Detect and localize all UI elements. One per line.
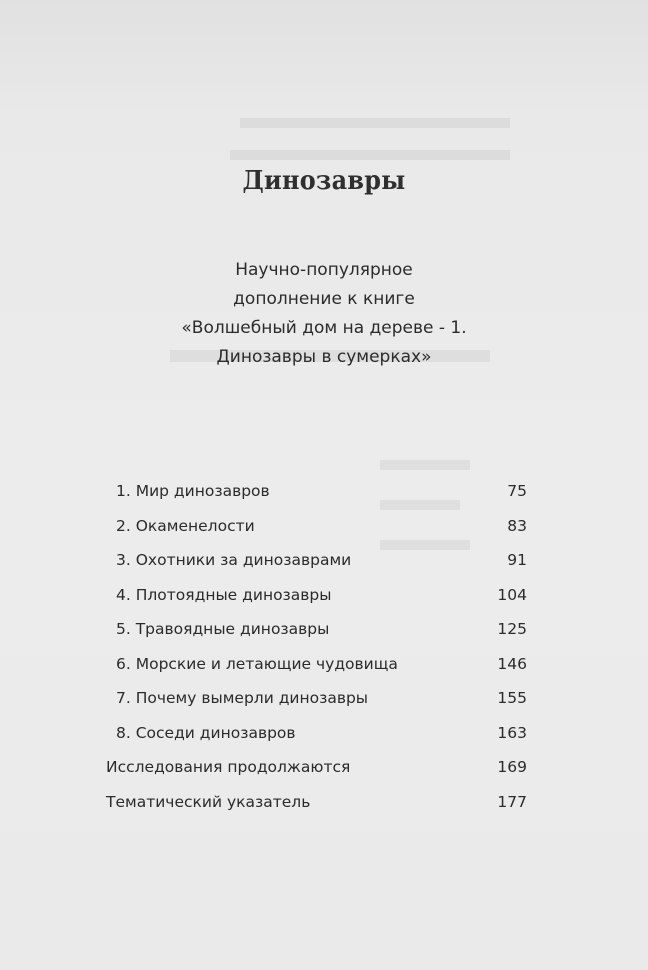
toc-entry-page: 125 [497, 620, 527, 638]
toc-entry-title: 8. Соседи динозавров [116, 723, 296, 742]
toc-entry-title: 2. Окаменелости [116, 516, 255, 535]
subtitle-block [0, 256, 648, 372]
toc-entry [0, 785, 648, 820]
subtitle-line: дополнение к книге [233, 289, 415, 309]
toc-entry [0, 681, 648, 716]
toc-entry [0, 716, 648, 751]
toc-entry-page: 104 [497, 585, 527, 604]
toc-entry-title: 5. Травоядные динозавры [116, 620, 330, 638]
toc-entry-page: 146 [497, 654, 527, 673]
toc-entry-title: Тематический указатель [106, 792, 311, 811]
toc-entry-page: 83 [507, 516, 527, 535]
toc-entry [0, 509, 648, 544]
toc-entry-page: 155 [497, 689, 527, 707]
toc-entry [0, 612, 648, 647]
toc-entry-page: 163 [497, 723, 527, 742]
toc-entry [0, 543, 648, 578]
toc-entry-title: 1. Мир динозавров [116, 482, 270, 500]
toc-entry-title: 7. Почему вымерли динозавры [116, 689, 369, 707]
toc-entry-page: 177 [497, 792, 527, 811]
toc-entry-title: 6. Морские и летающие чудовища [116, 654, 398, 673]
toc-entry-page: 75 [507, 482, 527, 500]
toc-entry [0, 474, 648, 509]
toc-entry-page: 91 [507, 551, 527, 569]
page-title: Динозавры [242, 166, 406, 196]
toc-entry [0, 750, 648, 785]
toc-entry-title: Исследования продолжаются [106, 758, 351, 776]
toc-entry-page: 169 [497, 758, 527, 776]
subtitle-line: Научно-популярное [235, 260, 413, 280]
subtitle-line: Динозавры в сумерках» [216, 347, 432, 367]
toc-entry-title: 3. Охотники за динозаврами [116, 551, 352, 569]
toc-entry-title: 4. Плотоядные динозавры [116, 585, 332, 604]
table-of-contents [0, 474, 648, 819]
toc-entry [0, 647, 648, 682]
toc-entry [0, 578, 648, 613]
subtitle-line: «Волшебный дом на дереве - 1. [181, 318, 467, 338]
